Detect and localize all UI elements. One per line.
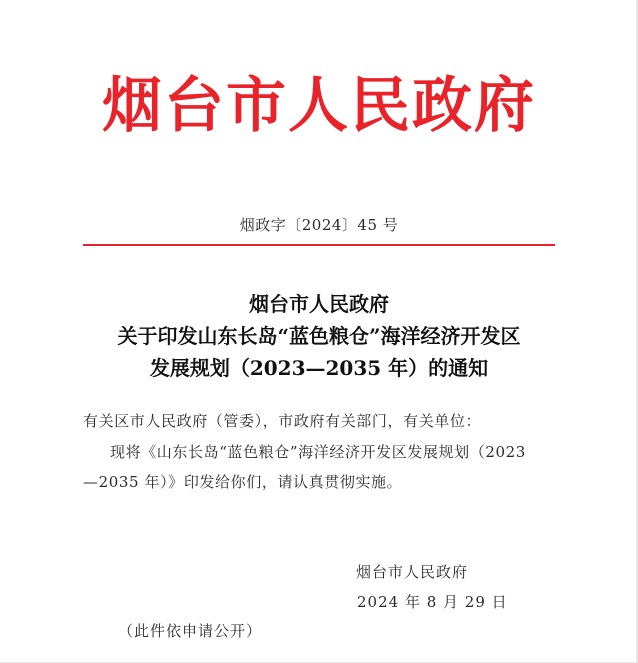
title-line-2: 关于印发山东长岛“蓝色粮仓”海洋经济开发区 <box>117 324 521 348</box>
document-title <box>40 288 598 384</box>
document-number: 烟政字〔2024〕45 号 <box>239 216 399 234</box>
issuing-authority-header: 烟台市人民政府 <box>102 71 536 141</box>
signature-organization: 烟台市人民政府 <box>356 563 469 581</box>
body-paragraph-line-1: 现将《山东长岛“蓝色粮仓”海洋经济开发区发展规划（2023 <box>110 443 526 461</box>
title-line-3: 发展规划（2023—2035 年）的通知 <box>149 356 489 380</box>
disclosure-note: （此件依申请公开） <box>118 622 263 640</box>
body-paragraph-line-2: —2035 年）》印发给你们，请认真贯彻实施。 <box>83 473 403 491</box>
red-separator-line <box>83 244 555 246</box>
salutation: 有关区市人民政府（管委），市政府有关部门，有关单位： <box>83 412 482 430</box>
signature-date: 2024 年 8 月 29 日 <box>357 593 508 611</box>
title-line-1: 烟台市人民政府 <box>249 292 389 316</box>
